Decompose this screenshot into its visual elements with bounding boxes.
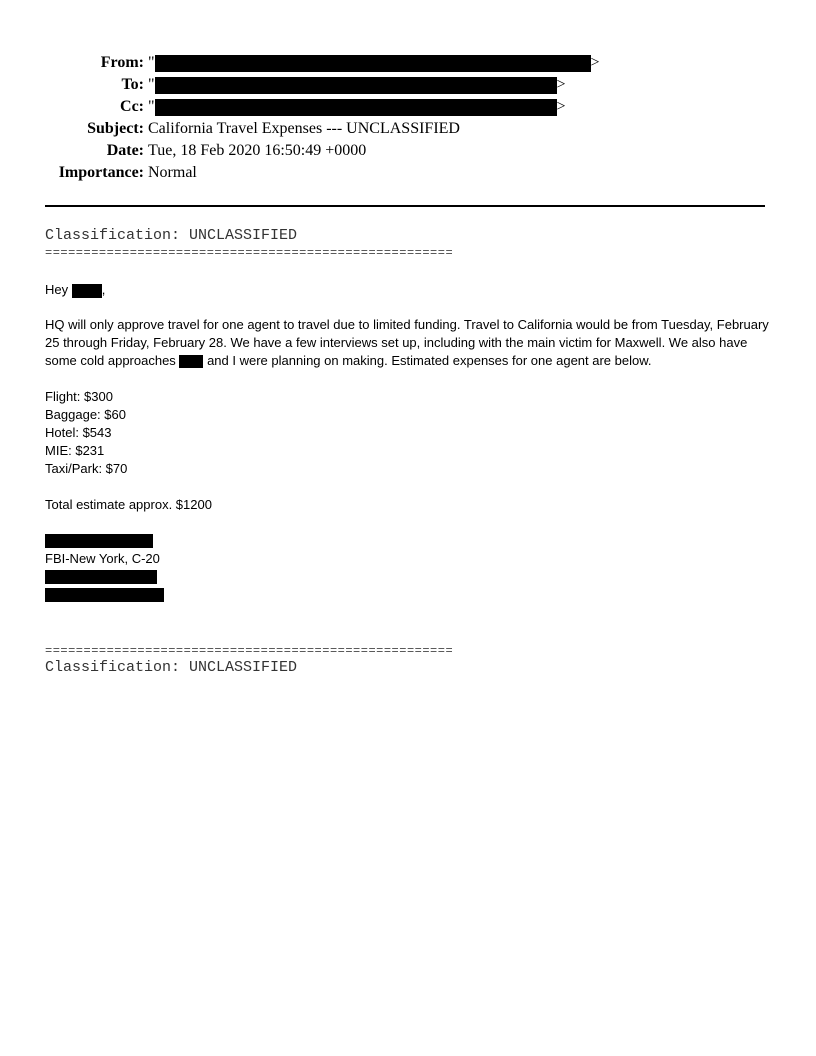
- from-value: " >: [148, 54, 600, 72]
- greeting: Hey ,: [45, 282, 106, 297]
- expense-item: Taxi/Park: $70: [45, 461, 128, 476]
- classification-top: Classification: UNCLASSIFIED: [45, 227, 298, 244]
- redaction-block: [45, 588, 164, 602]
- redaction-block: [155, 55, 591, 72]
- date-value: Tue, 18 Feb 2020 16:50:49 +0000: [148, 142, 367, 159]
- to-value: " >: [148, 76, 566, 94]
- subject-row: [0, 118, 816, 140]
- separator-bottom: =====================================================: [45, 645, 454, 657]
- signature-office: FBI-New York, C-20: [45, 551, 160, 566]
- redaction-block: [155, 77, 557, 94]
- expense-item: Baggage: $60: [45, 407, 126, 422]
- from-label: From:: [100, 54, 144, 71]
- header-divider: [45, 205, 765, 207]
- expense-item: Flight: $300: [45, 389, 113, 404]
- subject-value: California Travel Expenses --- UNCLASSIFIED: [148, 120, 460, 137]
- subject-label: Subject:: [87, 120, 144, 137]
- expense-item: MIE: $231: [45, 443, 105, 458]
- separator-top: =====================================================: [45, 247, 454, 259]
- redaction-block: [72, 284, 102, 298]
- to-row: [0, 74, 816, 96]
- classification-bottom: Classification: UNCLASSIFIED: [45, 659, 298, 676]
- redaction-block: [45, 570, 157, 584]
- cc-row: [0, 96, 816, 118]
- body-paragraph: HQ will only approve travel for one agent to travel due to limited funding. Travel to California would be from Tuesday, February 25 through Friday, February 28. We have a few interviews set up, including with the main victim for Maxwell. We also have some cold approaches and I were planning on making. Estimated expenses for one agent are below.: [45, 317, 769, 368]
- redaction-block: [155, 99, 557, 116]
- redaction-block: [45, 534, 153, 548]
- importance-label: Importance:: [58, 164, 144, 181]
- cc-label: Cc:: [120, 98, 144, 115]
- to-label: To:: [121, 76, 144, 93]
- from-row: [0, 52, 816, 74]
- cc-value: " >: [148, 98, 566, 116]
- expense-item: Hotel: $543: [45, 425, 112, 440]
- total-estimate: Total estimate approx. $1200: [45, 497, 212, 512]
- date-row: [0, 140, 816, 162]
- redaction-block: [179, 355, 203, 368]
- importance-value: Normal: [148, 164, 197, 181]
- date-label: Date:: [106, 142, 144, 159]
- importance-row: [0, 162, 816, 184]
